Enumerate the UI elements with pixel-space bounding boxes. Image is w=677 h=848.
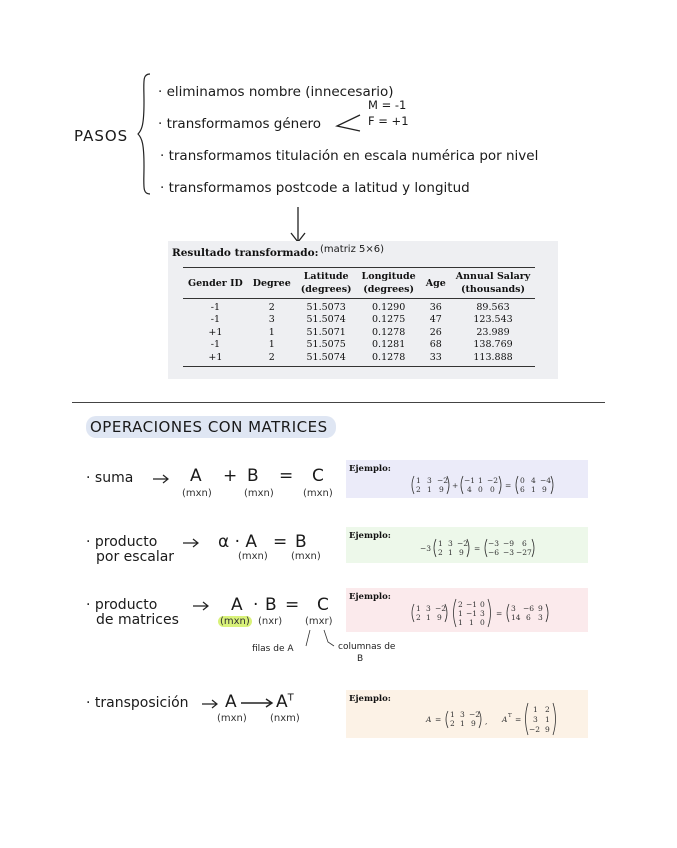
cell: 51.5071: [306, 326, 346, 338]
result-table: [183, 267, 535, 367]
escalar-example-label: Ejemplo:: [349, 531, 391, 541]
svg-text:9: 9: [459, 548, 464, 557]
right-arrow-icon: [182, 538, 200, 548]
operaciones-title: OPERACIONES CON MATRICES: [86, 416, 336, 438]
cell: 36: [429, 302, 442, 313]
producto-example-label: Ejemplo:: [349, 592, 391, 602]
svg-text:A: A: [426, 715, 432, 724]
suma-example-box: [346, 460, 588, 498]
table-row: [183, 299, 535, 315]
cell: 23.989: [476, 326, 510, 338]
svg-text:1: 1: [469, 618, 474, 627]
svg-text:3: 3: [426, 604, 431, 613]
cell: -1: [210, 314, 220, 326]
svg-text:3: 3: [427, 476, 432, 485]
producto-example-box: [346, 588, 588, 632]
svg-text:−2: −2: [435, 604, 447, 613]
cell: 26: [429, 326, 442, 338]
suma-dim-c: (mxn): [303, 488, 333, 499]
gender-map-f: F = +1: [368, 114, 409, 128]
long-right-arrow-icon: [240, 698, 274, 708]
table-row: [183, 339, 535, 351]
svg-text:4: 4: [467, 485, 472, 494]
svg-text:−6: −6: [523, 604, 535, 613]
suma-plus: +: [223, 466, 238, 486]
pasos-label: PASOS: [74, 127, 129, 145]
svg-text:2: 2: [458, 600, 463, 609]
escalar-dim-b: (mxn): [291, 551, 321, 562]
step-transformar-genero: · transformamos género: [158, 116, 322, 132]
svg-text:A: A: [502, 715, 508, 724]
svg-text:1: 1: [458, 618, 463, 627]
annotation-lines-icon: [300, 628, 340, 656]
svg-text:0: 0: [520, 476, 525, 485]
escalar-example-box: [346, 527, 588, 563]
svg-text:1: 1: [545, 715, 550, 724]
result-note: (matriz 5×6): [320, 244, 385, 255]
section-divider: [72, 402, 605, 403]
cell: 33: [421, 352, 451, 367]
producto-matrix-a: A: [231, 595, 243, 615]
svg-text:9: 9: [538, 604, 543, 613]
cell: 3: [268, 314, 275, 326]
producto-dot: ·: [253, 595, 259, 615]
transposicion-matrix-at: [276, 692, 294, 712]
col-latitude: Latitude (degrees): [296, 268, 357, 299]
svg-text:=: =: [435, 715, 442, 724]
svg-text:−6: −6: [488, 548, 500, 557]
transposicion-example-label: Ejemplo:: [349, 694, 391, 704]
table-row: [183, 327, 535, 339]
producto-example-matrices: [410, 598, 580, 628]
cell: 89.563: [476, 302, 510, 313]
branch-arrow-icon: [334, 112, 362, 134]
suma-dim-b: (mxn): [244, 488, 274, 499]
svg-text:2: 2: [416, 613, 421, 622]
svg-text:1: 1: [427, 485, 432, 494]
cell: 68: [429, 339, 442, 351]
right-arrow-icon: [152, 474, 170, 484]
svg-text:3: 3: [448, 539, 453, 548]
svg-text:+: +: [452, 481, 459, 490]
svg-text:1: 1: [416, 604, 421, 613]
svg-text:=: =: [515, 715, 522, 724]
table-row: [183, 352, 535, 367]
svg-text:9: 9: [542, 485, 547, 494]
svg-text:3: 3: [511, 604, 516, 613]
svg-text:−2: −2: [437, 476, 449, 485]
svg-text:1: 1: [450, 710, 455, 719]
transposicion-example-formula: [420, 702, 580, 739]
cell: 1: [268, 326, 275, 338]
col-longitude: Longitude (degrees): [357, 268, 421, 299]
svg-text:1: 1: [448, 548, 453, 557]
suma-dim-a: (mxn): [182, 488, 212, 499]
svg-text:2: 2: [450, 719, 455, 728]
svg-text:,: ,: [485, 717, 488, 726]
col-age: Age: [421, 268, 451, 299]
producto-dim-a: [218, 616, 252, 627]
svg-text:9: 9: [471, 719, 476, 728]
transposicion-matrix-a: A: [225, 692, 237, 712]
cell: -1: [210, 302, 220, 313]
note-columnas-de: columnas de: [338, 642, 396, 652]
svg-text:−1: −1: [466, 600, 478, 609]
cell: 1: [268, 339, 275, 351]
svg-text:0: 0: [480, 618, 485, 627]
gender-map-m: M = -1: [368, 98, 407, 112]
svg-text:=: =: [505, 481, 512, 490]
svg-text:9: 9: [545, 725, 550, 734]
cell: 51.5074: [306, 314, 346, 326]
producto-dim-b: (nxr): [258, 616, 283, 627]
suma-example-label: Ejemplo:: [349, 464, 391, 474]
right-arrow-icon: [201, 699, 219, 709]
cell: +1: [183, 352, 248, 367]
svg-text:−9: −9: [503, 539, 515, 548]
cell: 2: [268, 302, 275, 313]
svg-text:−2: −2: [529, 725, 541, 734]
svg-text:3: 3: [460, 710, 465, 719]
cell: 123.543: [473, 314, 513, 326]
svg-text:−4: −4: [540, 476, 552, 485]
svg-text:−2: −2: [457, 539, 469, 548]
escalar-example-formula: [420, 537, 580, 562]
transposicion-example-matrices: [420, 702, 580, 736]
col-gender-id: Gender ID: [183, 268, 248, 299]
svg-text:9: 9: [437, 613, 442, 622]
cell: 138.769: [473, 339, 513, 351]
svg-text:−1: −1: [464, 476, 476, 485]
transposicion-dim-at: (nxm): [270, 713, 300, 724]
cell: 113.888: [451, 352, 535, 367]
svg-text:3: 3: [533, 715, 538, 724]
svg-text:1: 1: [460, 719, 465, 728]
svg-text:−3: −3: [420, 544, 432, 553]
producto-escalar-label: [86, 535, 174, 565]
svg-text:T: T: [508, 713, 512, 719]
svg-text:1: 1: [426, 613, 431, 622]
suma-matrix-c: C: [312, 466, 324, 486]
result-title: Resultado transformado:: [172, 247, 319, 259]
producto-example-formula: [410, 598, 580, 631]
svg-text:−1: −1: [466, 609, 478, 618]
producto-matrices-label-1: · producto: [86, 597, 158, 613]
escalar-dim-a: (mxn): [238, 551, 268, 562]
producto-matrices-label: [86, 598, 179, 628]
transposicion-label: · transposición: [86, 695, 189, 711]
transposicion-at-sup: T: [287, 692, 294, 704]
table-row: [183, 314, 535, 326]
suma-matrix-b: B: [247, 466, 259, 486]
producto-dim-a-highlight: (mxn): [220, 616, 250, 627]
cell: 0.1281: [372, 339, 406, 351]
svg-text:0: 0: [478, 485, 483, 494]
suma-matrix-a: A: [190, 466, 202, 486]
svg-text:9: 9: [439, 485, 444, 494]
svg-text:1: 1: [438, 539, 443, 548]
transposicion-at-base: A: [276, 692, 288, 712]
svg-text:1: 1: [531, 485, 536, 494]
note-filas-de-a: filas de A: [252, 644, 294, 654]
svg-text:1: 1: [458, 609, 463, 618]
step-eliminar-nombre: · eliminamos nombre (innecesario): [158, 84, 394, 100]
producto-dim-c: (mxr): [305, 616, 333, 627]
escalar-example-matrices: [420, 537, 580, 559]
producto-escalar-label-1: · producto: [86, 534, 158, 550]
transposicion-dim-a: (mxn): [217, 713, 247, 724]
svg-text:−2: −2: [469, 710, 481, 719]
cell: 0.1290: [372, 302, 406, 313]
col-annual-salary: Annual Salary (thousands): [451, 268, 535, 299]
svg-text:1: 1: [416, 476, 421, 485]
gender-map: [368, 97, 409, 129]
cell: 51.5075: [306, 339, 346, 351]
step-transformar-postcode: · transformamos postcode a latitud y longitud: [160, 180, 470, 196]
suma-equals: =: [279, 466, 294, 486]
svg-text:2: 2: [416, 485, 421, 494]
producto-escalar-label-2: por escalar: [96, 549, 175, 565]
escalar-matrix-b: B: [295, 532, 307, 552]
svg-text:6: 6: [522, 539, 527, 548]
producto-equals: =: [285, 595, 300, 615]
cell: 51.5073: [306, 302, 346, 313]
svg-text:−3: −3: [488, 539, 500, 548]
cell: 2: [248, 352, 296, 367]
svg-text:4: 4: [531, 476, 536, 485]
down-arrow-icon: [288, 205, 308, 245]
table-header-row: [183, 268, 535, 299]
svg-text:−3: −3: [503, 548, 515, 557]
svg-text:6: 6: [520, 485, 525, 494]
svg-text:14: 14: [511, 613, 521, 622]
svg-text:=: =: [474, 544, 481, 553]
cell: 0.1275: [372, 314, 406, 326]
right-arrow-icon: [192, 601, 210, 611]
producto-matrix-c: C: [317, 595, 329, 615]
cell: -1: [210, 339, 220, 351]
suma-label: · suma: [86, 470, 134, 486]
cell: 51.5074: [296, 352, 357, 367]
svg-text:3: 3: [480, 609, 485, 618]
cell: 47: [429, 314, 442, 326]
svg-text:2: 2: [545, 705, 550, 714]
svg-text:0: 0: [480, 600, 485, 609]
svg-text:−27: −27: [516, 548, 532, 557]
svg-text:1: 1: [478, 476, 483, 485]
producto-matrices-label-2: de matrices: [96, 612, 179, 628]
cell: 0.1278: [372, 326, 406, 338]
producto-matrix-b: B: [265, 595, 277, 615]
escalar-alpha-a: α · A: [218, 532, 258, 552]
transposicion-example-box: [346, 690, 588, 738]
cell: 0.1278: [357, 352, 421, 367]
note-columnas-b: B: [357, 654, 364, 664]
svg-text:1: 1: [533, 705, 538, 714]
step-transformar-titulacion: · transformamos titulación en escala numérica por nivel: [160, 148, 539, 164]
svg-text:6: 6: [526, 613, 531, 622]
brace-icon: [136, 72, 156, 196]
svg-text:2: 2: [438, 548, 443, 557]
escalar-equals: =: [273, 532, 288, 552]
col-degree: Degree: [248, 268, 296, 299]
svg-text:0: 0: [490, 485, 495, 494]
svg-text:−2: −2: [487, 476, 499, 485]
suma-example-formula: [410, 474, 580, 499]
suma-example-matrices: [410, 474, 580, 496]
svg-text:=: =: [496, 609, 503, 618]
svg-text:3: 3: [538, 613, 543, 622]
cell: +1: [208, 326, 223, 338]
